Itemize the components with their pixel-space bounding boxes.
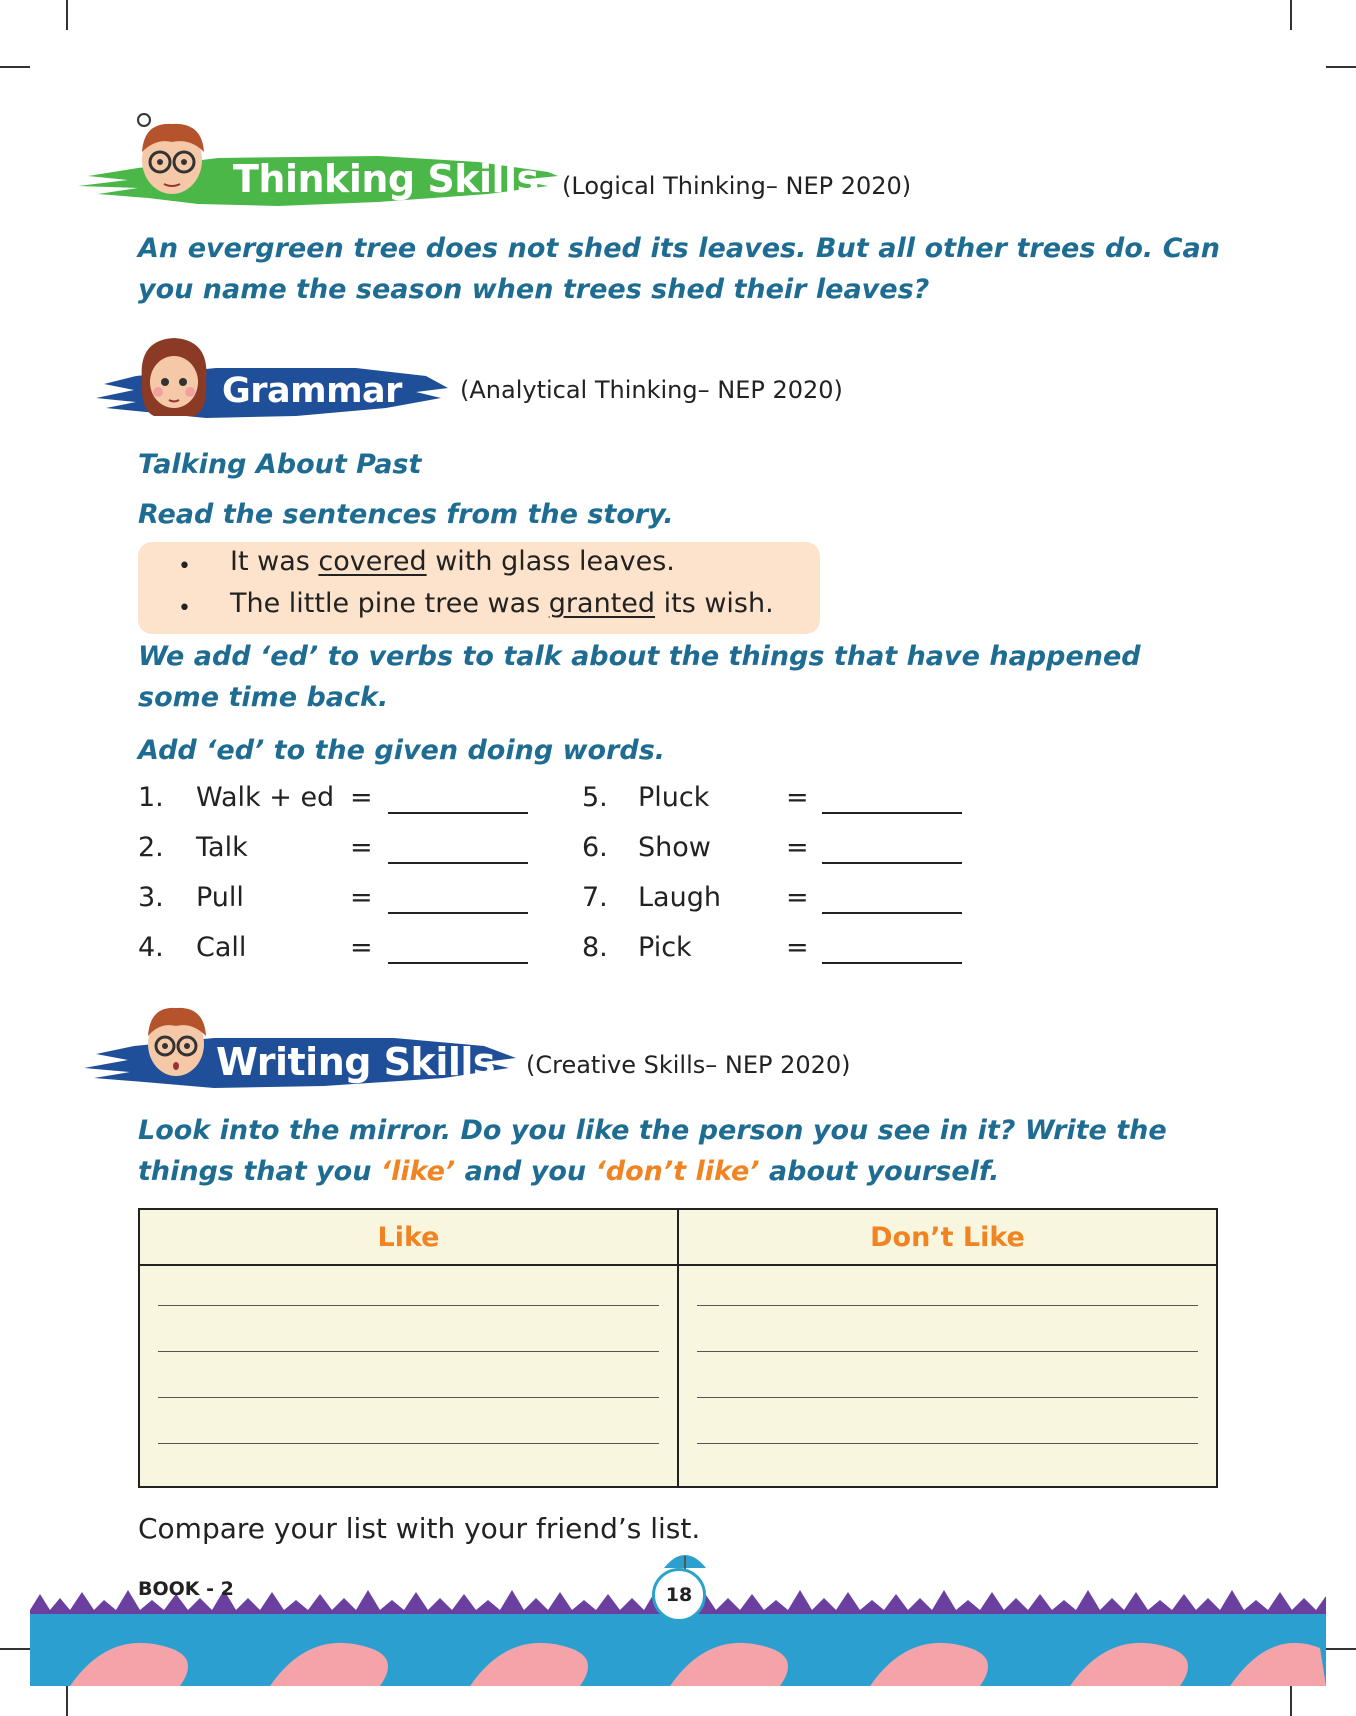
example-sentences-box bbox=[138, 542, 820, 634]
writing-skills-title: Writing Skills bbox=[216, 1040, 496, 1084]
exercise-number: 3. bbox=[138, 882, 164, 913]
book-label: BOOK - 2 bbox=[138, 1578, 234, 1600]
exercise-word: Show bbox=[638, 832, 711, 863]
equals-sign: = bbox=[786, 932, 809, 963]
grammar-subheading: Talking About Past bbox=[138, 449, 422, 480]
exercise-number: 5. bbox=[582, 782, 608, 813]
crop-mark bbox=[0, 1648, 30, 1650]
crop-mark bbox=[0, 66, 30, 68]
answer-blank[interactable] bbox=[822, 862, 962, 864]
girl-avatar-icon bbox=[134, 330, 214, 424]
equals-sign: = bbox=[786, 832, 809, 863]
example-sentence: The little pine tree was granted its wish. bbox=[230, 588, 774, 619]
answer-blank[interactable] bbox=[822, 962, 962, 964]
crop-mark bbox=[66, 1686, 68, 1716]
answer-blank[interactable] bbox=[822, 812, 962, 814]
exercise-word: Call bbox=[196, 932, 247, 963]
exercise-instruction: Add ‘ed’ to the given doing words. bbox=[138, 735, 666, 766]
answer-blank[interactable] bbox=[822, 912, 962, 914]
answer-blank[interactable] bbox=[388, 812, 528, 814]
dont-like-column-header: Don’t Like bbox=[678, 1209, 1217, 1265]
exercise-word: Walk + ed bbox=[196, 782, 335, 813]
crop-mark bbox=[66, 0, 68, 30]
page-number: 18 bbox=[652, 1568, 706, 1622]
exercise-number: 7. bbox=[582, 882, 608, 913]
grammar-rule: We add ‘ed’ to verbs to talk about the things that have happened some time back. bbox=[138, 641, 1141, 713]
like-column-header: Like bbox=[139, 1209, 678, 1265]
bullet: • bbox=[178, 554, 191, 579]
exercise-word: Pluck bbox=[638, 782, 710, 813]
exercise-word: Laugh bbox=[638, 882, 721, 913]
crop-mark bbox=[1290, 1686, 1292, 1716]
equals-sign: = bbox=[350, 882, 373, 913]
crop-mark bbox=[1326, 66, 1356, 68]
boy-avatar-icon bbox=[130, 112, 214, 212]
thinking-skills-tag: (Logical Thinking– NEP 2020) bbox=[562, 172, 912, 200]
exercise-word: Pull bbox=[196, 882, 244, 913]
grammar-instruction: Read the sentences from the story. bbox=[138, 499, 674, 530]
writing-skills-tag: (Creative Skills– NEP 2020) bbox=[526, 1051, 851, 1079]
exercise-number: 1. bbox=[138, 782, 164, 813]
answer-blank[interactable] bbox=[388, 912, 528, 914]
equals-sign: = bbox=[786, 782, 809, 813]
answer-blank[interactable] bbox=[388, 862, 528, 864]
equals-sign: = bbox=[350, 782, 373, 813]
crop-mark bbox=[1326, 1648, 1356, 1650]
exercise-number: 4. bbox=[138, 932, 164, 963]
grammar-title: Grammar bbox=[222, 371, 402, 411]
dont-like-writing-area[interactable] bbox=[678, 1265, 1217, 1487]
thinking-skills-title: Thinking Skills bbox=[233, 157, 539, 201]
like-writing-area[interactable] bbox=[139, 1265, 678, 1487]
example-sentence: It was covered with glass leaves. bbox=[230, 546, 675, 577]
exercise-number: 6. bbox=[582, 832, 608, 863]
equals-sign: = bbox=[350, 832, 373, 863]
thinking-question: An evergreen tree does not shed its leaves. But all other trees do. Can you name the season when trees shed their leaves? bbox=[138, 233, 1220, 305]
exercise-number: 8. bbox=[582, 932, 608, 963]
compare-instruction: Compare your list with your friend’s list. bbox=[138, 1512, 701, 1545]
exercise-number: 2. bbox=[138, 832, 164, 863]
grammar-tag: (Analytical Thinking– NEP 2020) bbox=[460, 376, 843, 404]
exercise-word: Pick bbox=[638, 932, 692, 963]
exercise-word: Talk bbox=[196, 832, 248, 863]
writing-prompt: Look into the mirror. Do you like the person you see in it? Write the things that you ‘like’ and you ‘don’t like’ about yourself. bbox=[138, 1115, 1167, 1187]
answer-blank[interactable] bbox=[388, 962, 528, 964]
crop-mark bbox=[1290, 0, 1292, 30]
equals-sign: = bbox=[786, 882, 809, 913]
equals-sign: = bbox=[350, 932, 373, 963]
bullet: • bbox=[178, 596, 191, 621]
like-dislike-table bbox=[138, 1208, 1218, 1488]
boy-avatar-icon bbox=[136, 996, 216, 1092]
